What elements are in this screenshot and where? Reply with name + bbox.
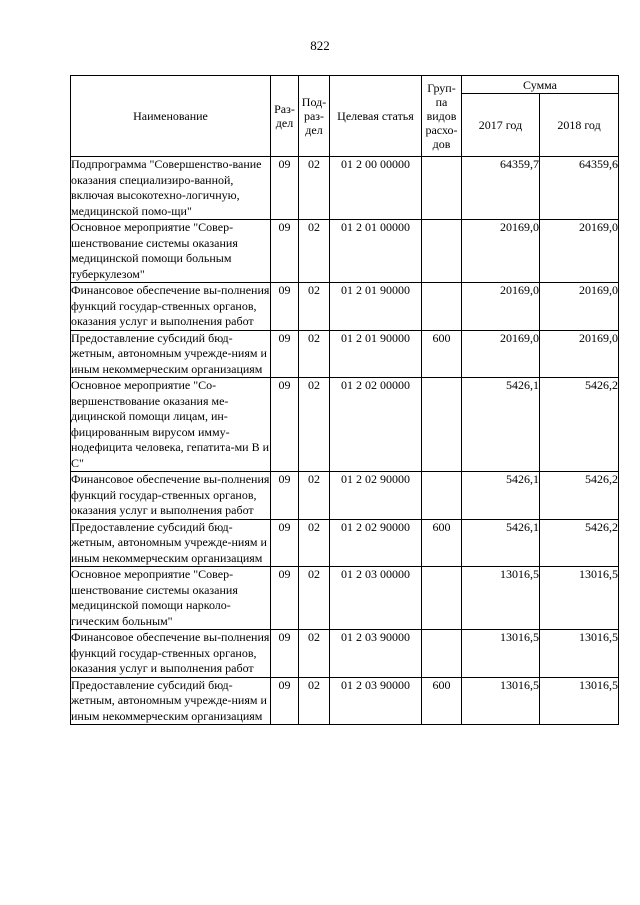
row-subsection: 02 bbox=[299, 157, 330, 220]
row-sum-2018: 20169,0 bbox=[540, 283, 619, 331]
header-subsection: Под-раз-дел bbox=[299, 76, 330, 157]
row-sum-2018: 20169,0 bbox=[540, 330, 619, 378]
row-group bbox=[422, 472, 462, 520]
row-sum-2017: 20169,0 bbox=[462, 330, 540, 378]
row-name: Финансовое обеспечение вы-полнения функций государ-ственных органов, оказания услуг и выполнения работ bbox=[71, 630, 270, 675]
row-name: Предоставление субсидий бюд-жетным, автономным учрежде-ниям и иным некоммерческим организациям bbox=[71, 519, 271, 567]
table-row bbox=[71, 220, 619, 283]
row-sum-2017: 13016,5 bbox=[462, 567, 540, 630]
table-row bbox=[71, 378, 619, 472]
row-subsection: 02 bbox=[299, 677, 330, 725]
row-sum-2018: 5426,2 bbox=[540, 472, 619, 520]
row-target: 01 2 01 90000 bbox=[330, 283, 422, 331]
row-section: 09 bbox=[271, 567, 299, 630]
table-row bbox=[71, 567, 619, 630]
row-sum-2017: 20169,0 bbox=[462, 220, 540, 283]
row-name: Основное мероприятие "Совер-шенствование системы оказания медицинской помощи нарколо-гическим больным" bbox=[71, 567, 271, 630]
row-target: 01 2 02 00000 bbox=[330, 378, 422, 472]
row-sum-2017: 13016,5 bbox=[462, 677, 540, 725]
row-target: 01 2 00 00000 bbox=[330, 157, 422, 220]
row-group: 600 bbox=[422, 677, 462, 725]
row-name: Предоставление субсидий бюд-жетным, автономным учрежде-ниям и иным некоммерческим организациям bbox=[71, 330, 271, 378]
header-group: Груп-па видов расхо-дов bbox=[422, 76, 462, 157]
row-name: Основное мероприятие "Совер-шенствование системы оказания медицинской помощи больным туберкулезом" bbox=[71, 220, 271, 283]
row-sum-2018: 13016,5 bbox=[540, 630, 619, 678]
row-name: Финансовое обеспечение вы-полнения функций государ-ственных органов, оказания услуг и выполнения работ bbox=[71, 283, 270, 328]
header-section: Раз-дел bbox=[271, 76, 299, 157]
row-section: 09 bbox=[271, 519, 299, 567]
row-section: 09 bbox=[271, 378, 299, 472]
page-number: 822 bbox=[310, 38, 330, 53]
header-sum: Сумма bbox=[462, 76, 619, 94]
row-subsection: 02 bbox=[299, 378, 330, 472]
row-sum-2018: 13016,5 bbox=[540, 567, 619, 630]
row-target: 01 2 03 90000 bbox=[330, 677, 422, 725]
row-sum-2018: 13016,5 bbox=[540, 677, 619, 725]
table-row bbox=[71, 157, 619, 220]
row-section: 09 bbox=[271, 472, 299, 520]
row-section: 09 bbox=[271, 330, 299, 378]
row-section: 09 bbox=[271, 220, 299, 283]
row-sum-2018: 20169,0 bbox=[540, 220, 619, 283]
row-sum-2018: 64359,6 bbox=[540, 157, 619, 220]
header-name: Наименование bbox=[71, 76, 271, 157]
row-target: 01 2 03 00000 bbox=[330, 567, 422, 630]
row-target: 01 2 02 90000 bbox=[330, 472, 422, 520]
table-row bbox=[71, 330, 619, 378]
row-group bbox=[422, 630, 462, 678]
row-subsection: 02 bbox=[299, 567, 330, 630]
row-group bbox=[422, 378, 462, 472]
row-group: 600 bbox=[422, 330, 462, 378]
row-name: Подпрограмма "Совершенство-вание оказания специализиро-ванной, включая высокотехно-логичную, медицинской помо-щи" bbox=[71, 157, 271, 220]
table-row bbox=[71, 283, 619, 331]
row-sum-2018: 5426,2 bbox=[540, 378, 619, 472]
row-group bbox=[422, 567, 462, 630]
row-sum-2017: 20169,0 bbox=[462, 283, 540, 331]
table-body bbox=[71, 157, 619, 725]
table-row bbox=[71, 677, 619, 725]
row-sum-2017: 64359,7 bbox=[462, 157, 540, 220]
row-target: 01 2 02 90000 bbox=[330, 519, 422, 567]
row-sum-2018: 5426,2 bbox=[540, 519, 619, 567]
row-section: 09 bbox=[271, 283, 299, 331]
row-section: 09 bbox=[271, 630, 299, 678]
row-group: 600 bbox=[422, 519, 462, 567]
row-name: Финансовое обеспечение вы-полнения функций государ-ственных органов, оказания услуг и выполнения работ bbox=[71, 472, 270, 517]
row-sum-2017: 13016,5 bbox=[462, 630, 540, 678]
row-subsection: 02 bbox=[299, 519, 330, 567]
row-group bbox=[422, 220, 462, 283]
row-target: 01 2 01 00000 bbox=[330, 220, 422, 283]
header-year-2017: 2017 год bbox=[462, 94, 540, 157]
row-section: 09 bbox=[271, 157, 299, 220]
row-subsection: 02 bbox=[299, 330, 330, 378]
header-year-2018: 2018 год bbox=[540, 94, 619, 157]
row-group bbox=[422, 157, 462, 220]
row-sum-2017: 5426,1 bbox=[462, 472, 540, 520]
row-group bbox=[422, 283, 462, 331]
row-sum-2017: 5426,1 bbox=[462, 519, 540, 567]
row-subsection: 02 bbox=[299, 283, 330, 331]
header-row bbox=[71, 76, 619, 94]
row-sum-2017: 5426,1 bbox=[462, 378, 540, 472]
table-row bbox=[71, 472, 619, 520]
row-subsection: 02 bbox=[299, 630, 330, 678]
row-target: 01 2 03 90000 bbox=[330, 630, 422, 678]
table-row bbox=[71, 630, 619, 678]
row-name: Предоставление субсидий бюд-жетным, автономным учрежде-ниям и иным некоммерческим организациям bbox=[71, 677, 271, 725]
row-section: 09 bbox=[271, 677, 299, 725]
budget-table bbox=[70, 75, 619, 725]
header-target: Целевая статья bbox=[330, 76, 422, 157]
row-name: Основное мероприятие "Со-вершенствование оказания ме-дицинской помощи лицам, ин-фицированным вирусом имму-нодефицита человека, гепатита-ми B и C" bbox=[71, 378, 270, 470]
table-row bbox=[71, 519, 619, 567]
row-subsection: 02 bbox=[299, 220, 330, 283]
row-subsection: 02 bbox=[299, 472, 330, 520]
row-target: 01 2 01 90000 bbox=[330, 330, 422, 378]
